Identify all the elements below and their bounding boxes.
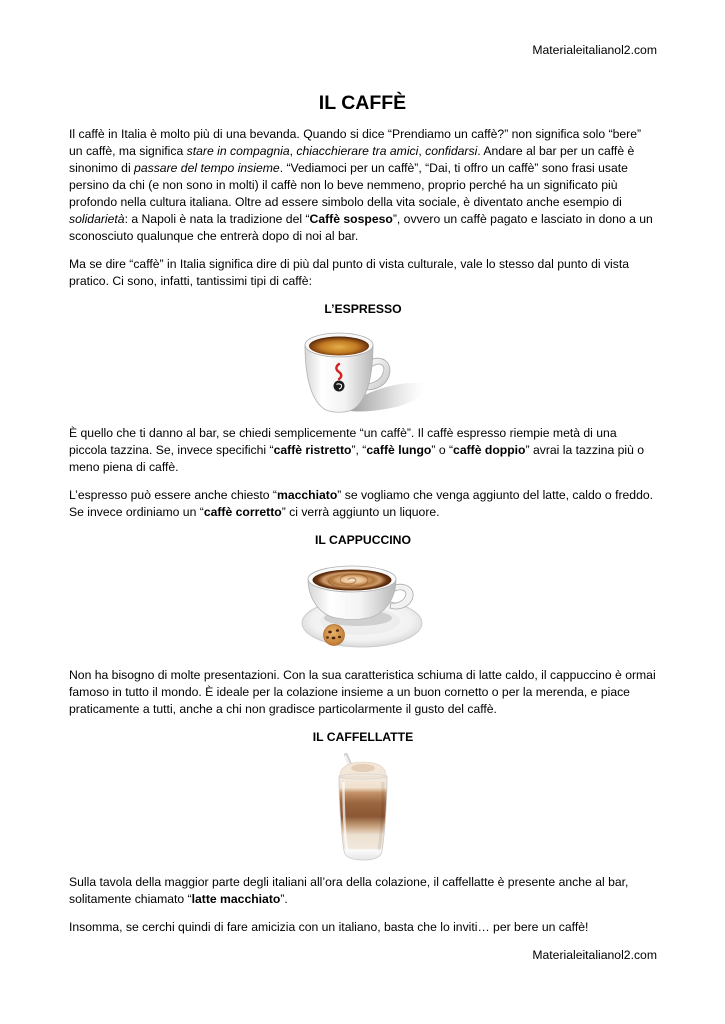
text-segment: : a Napoli è nata la tradizione del “: [124, 212, 310, 226]
text-segment: ,: [418, 144, 426, 158]
bold-phrase: macchiato: [277, 488, 338, 502]
espresso-cup-illustration: [298, 324, 428, 414]
text-segment: . “Vediamoci per un caffè”, “Dai, ti offro un caffè” sono frasi usate persino da chi (e non sono in molti) il caffè non lo beve nemmeno, proprio perché ha un significato più profondo nella cultura italiana. Oltre ad essere simbolo della vita sociale, è diventato anche esempio di: [69, 161, 628, 209]
bold-phrase: Caffè sospeso: [309, 212, 393, 226]
chocolate-chip: [336, 629, 339, 632]
caffellatte-heading: IL CAFFELLATTE: [312, 730, 414, 744]
bold-phrase: caffè corretto: [203, 505, 282, 519]
espresso-paragraph: [69, 425, 657, 476]
latte-glass-illustration: [333, 752, 393, 863]
text-segment: È quello che ti danno al bar, se chiedi semplicemente “un caffè”. Il caffè espresso riempie metà di una piccola tazzina. Se, invece specifichi “: [69, 426, 617, 457]
text-segment: ,: [289, 144, 297, 158]
italic-phrase: solidarietà: [69, 212, 125, 226]
bold-phrase: caffè lungo: [366, 443, 432, 457]
caffellatte-paragraph: [69, 874, 657, 908]
chocolate-chip: [338, 636, 341, 638]
types-intro-paragraph: Ma se dire “caffè” in Italia significa dire di più dal punto di vista culturale, vale lo stesso dal punto di vista pratico. Ci sono, infatti, tantissimi tipi di caffè:: [69, 257, 630, 288]
cookie-base: [324, 625, 345, 646]
coffee-crema: [309, 337, 369, 356]
chocolate-chip: [328, 631, 332, 634]
text-segment: Sulla tavola della maggior parte degli italiani all’ora della colazione, il caffellatte è presente anche al bar, solitamente chiamato “: [69, 875, 629, 906]
text-segment: ”, “: [351, 443, 367, 457]
text-segment: ”, ovvero un caffè pagato e lasciato in dono a un sconosciuto qualunque che entrerà dopo di noi al bar.: [69, 212, 653, 243]
cappuccino-cup-illustration: [298, 555, 428, 656]
document-body: [69, 126, 657, 964]
text-segment: ” ci verrà aggiunto un liquore.: [281, 505, 440, 519]
page-title: IL CAFFÈ: [318, 92, 407, 114]
conclusion-paragraph: Insomma, se cerchi quindi di fare amicizia con un italiano, basta che lo inviti… per bere un caffè!: [69, 920, 589, 934]
site-header: Materialeitalianol2.com: [532, 43, 657, 57]
cappuccino-heading: IL CAPPUCCINO: [315, 533, 411, 547]
cocoa-dusting: [351, 764, 375, 772]
text-segment: ”.: [280, 892, 288, 906]
site-footer: Materialeitalianol2.com: [532, 948, 657, 962]
italic-phrase: confidarsi: [425, 144, 478, 158]
text-segment: ” o “: [431, 443, 454, 457]
espresso-variants-paragraph: [69, 487, 657, 521]
text-segment: ” avrai la tazzina più o meno piena di caffè.: [69, 443, 645, 474]
italic-phrase: passare del tempo insieme: [134, 161, 280, 175]
text-segment: Il caffè in Italia è molto più di una bevanda. Quando si dice “Prendiamo un caffè?” non significa solo “bere” un caffè, ma significa: [69, 127, 642, 158]
italic-phrase: stare in compagnia: [186, 144, 290, 158]
chocolate-chip: [332, 637, 336, 640]
text-segment: ” se vogliamo che venga aggiunto del latte, caldo o freddo. Se invece ordiniamo un “: [69, 488, 654, 519]
italic-phrase: chiacchierare tra amici: [296, 144, 419, 158]
chocolate-chip: [326, 636, 329, 638]
intro-paragraph: [69, 126, 657, 245]
espresso-heading: L’ESPRESSO: [324, 302, 402, 316]
text-segment: L’espresso può essere anche chiesto “: [69, 488, 277, 502]
cookie: [324, 625, 345, 646]
text-segment: . Andare al bar per un caffè è sinonimo di: [69, 144, 635, 175]
bold-phrase: caffè doppio: [453, 443, 526, 457]
cappuccino-paragraph: Non ha bisogno di molte presentazioni. Con la sua caratteristica schiuma di latte caldo, il cappuccino è ormai famoso in tutto il mondo. È ideale per la colazione insieme a un buon cornetto o per la merenda, e piace praticamente a tutti, anche a chi non gradisce particolarmente il gusto del caffè.: [69, 668, 656, 716]
logo-bean: [334, 381, 345, 392]
bold-phrase: caffè ristretto: [273, 443, 352, 457]
bold-phrase: latte macchiato: [191, 892, 281, 906]
